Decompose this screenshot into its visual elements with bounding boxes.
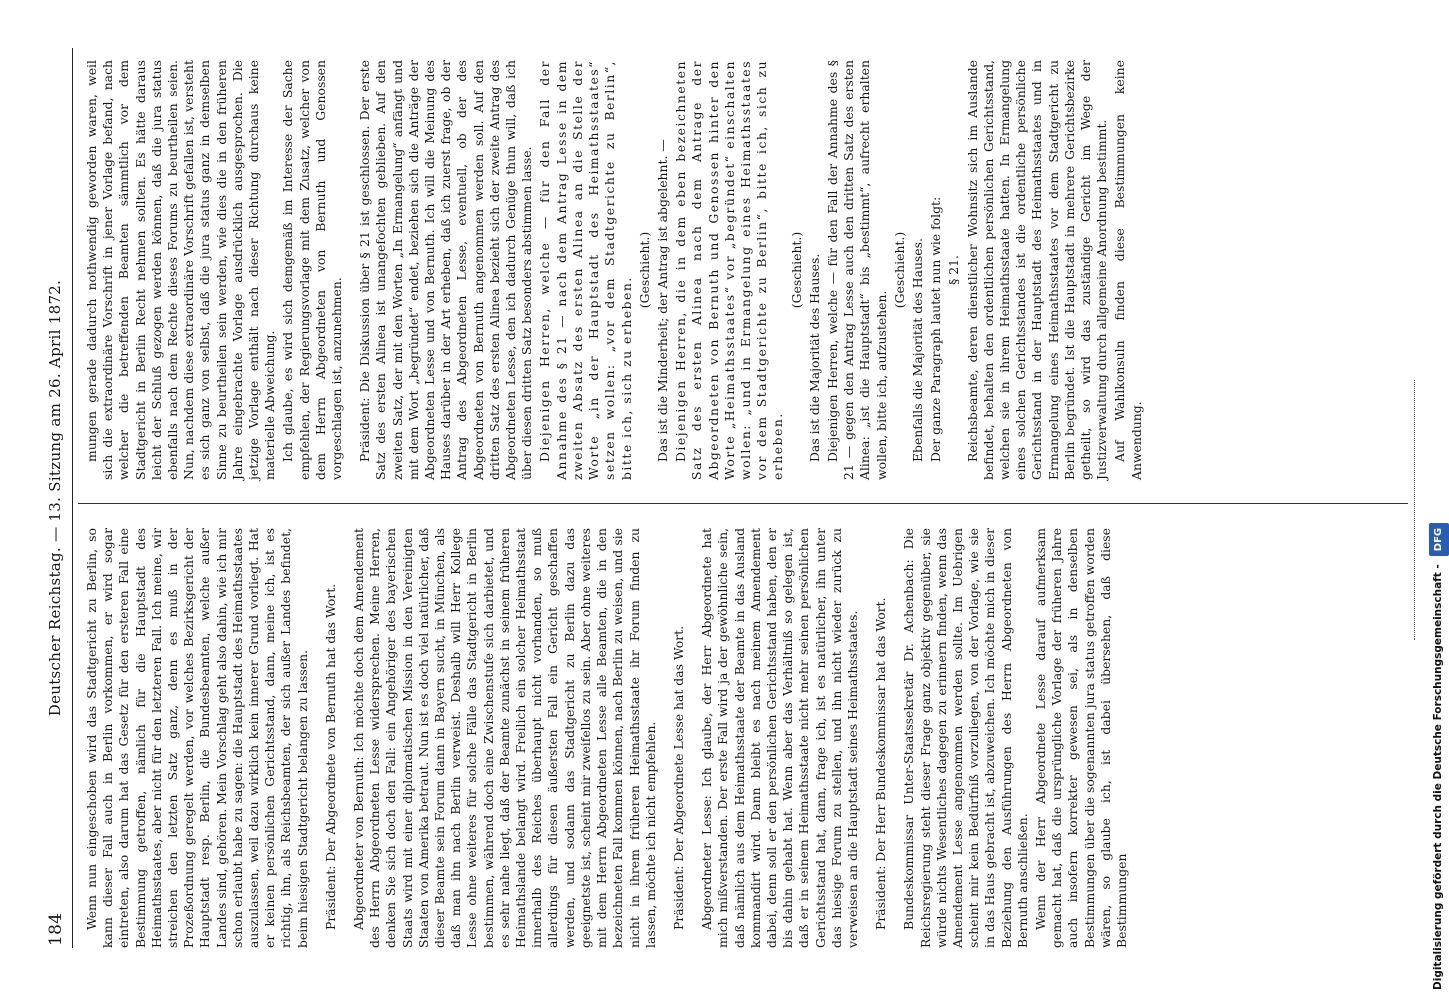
stage-direction: (Geschieht.) xyxy=(636,231,652,309)
paragraph: Ebenfalls die Majorität des Hauses. xyxy=(909,238,925,462)
stage-direction: (Geschieht.) xyxy=(788,231,804,309)
page-title: Deutscher Reichstag. — 13. Sitzung am 26. April 1872. xyxy=(46,279,64,717)
column-divider xyxy=(78,503,1408,504)
paragraph: Bundeskommissar Unter-Staatssekretär Dr. Achenbach: Die Reichsregierung steht dieser Frage ganz objektiv gegenüber, sie würde nichts Wesentliches dagegen zu erinnern finden, wenn das Amendement Lesse angenommen werden sollte. Im Uebrigen scheint mir kein Bedürfniß vorzuliegen, von der Vorlage, wie sie in das Haus gebracht ist, abzuweichen. Ich möchte mich in dieser Beziehung den Ausführungen des Herrn Abgeordneten von Bernuth anschließen. xyxy=(901,528,1030,948)
paragraph: Diejenigen Herren, die in dem eben bezeichneten Satz des ersten Alinea nach dem Antrage der Abgeordneten von Bernuth und Genossen hinter den Worte „Heimathsstaates“ vor „begründet“ einschalten wollen: „und in Ermangelung eines Heimathsstaates vor dem Stadtgerichte zu Berlin“, bitte ich, sich zu erheben. xyxy=(673,60,786,480)
paragraph: Wenn der Herr Abgeordnete Lesse darauf aufmerksam gemacht hat, daß die ursprüngliche Vorlage der früheren Jahre auch insofern korrekter gewesen sei, als in denselben Bestimmungen über die sogenannten jura status getroffen worden wären, so glaube ich, ist dabei übersehen, daß diese Bestimmungen xyxy=(1032,528,1129,948)
paragraph: Das ist die Minderheit; der Antrag ist abgelehnt. — xyxy=(654,139,670,462)
paragraph: Abgeordneter Lesse: Ich glaube, der Herr Abgeordnete hat mich mißverstanden. Der erste Fall wird ja der gewöhnliche sein, daß nämlich aus dem Heimathsstaate der Beamte in das Ausland kommandirt wird. Dann bleibt es nach meinem Amendement dabei, denn soll er den persönlichen Gerichtsstand haben, den er bis dahin gehabt hat. Wenn aber das Verhältniß so gelegen ist, daß er in seinem Heimathsstaate nicht mehr seinen persönlichen Gerichtsstand hat, dann, frage ich, ist es natürlicher, ihn unter das hiesige Forum zu stellen, und ihn nicht wieder zurück zu verweisen an die Hauptstadt seines Heimathsstaates. xyxy=(699,528,860,948)
paragraph: Präsident: Der Herr Bundeskommissar hat das Wort. xyxy=(873,597,889,930)
paragraph: Ich glaube, es wird sich demgemäß im Interesse der Sache empfehlen, der Regierungsvorlage mit dem Zusatz, welcher von dem Herrn Abgeordneten von Bernuth und Genossen vorgeschlagen ist, anzunehmen. xyxy=(280,60,345,480)
paragraph: Wenn nun eingeschoben wird das Stadtgericht zu Berlin, so kann dieser Fall auch in Berlin vorkommen, er wird sogar eintreten, also darum hat das Gesetz für den ersteren Fall eine Bestimmung getroffen, nämlich für die Hauptstadt des Heimathsstaates, aber nicht für den letzteren Fall. Ich meine, wir streichen den letzten Satz ganz, denn es muß in der Prozeßordnung geregelt werden, vor welches Bezirksgericht der Hauptstadt resp. Berlin, die Bundesbeamten, welche außer Landes sind, gehören. Mein Vorschlag geht also dahin, wie ich mir schon erlaubt habe zu sagen: die Hauptstadt des Heimathsstaates auszulassen, weil dazu wirklich kein innerer Grund vorliegt. Hat er keinen persönlichen Gerichtsstand, dann, meine ich, ist es richtig, ihn, als Reichsbeamten, der sich außer Landes befindet, beim hiesigen Stadtgericht belangen zu lassen. xyxy=(84,528,310,948)
page-header xyxy=(40,48,73,948)
page-number: 184 xyxy=(46,912,66,946)
paragraph: Präsident: Die Diskussion über § 21 ist geschlossen. Der erste Satz des ersten Alinea ist unangefochten geblieben. Auf den zweiten Satz, der mit den Worten „In Ermangelung“ anfängt und mit dem Wort „begründet“ endet, beziehen sich die Anträge der Abgeordneten Lesse und von Bernuth. Ich will die Meinung des Hauses darüber in der Art erheben, daß ich zuerst frage, ob der Antrag des Abgeordneten Lesse, eventuell, ob der des Abgeordneten von Bernuth angenommen werden soll. Auf den dritten Satz des ersten Alinea bezieht sich der zweite Antrag des Abgeordneten Lesse, den ich dadurch Genüge thun will, daß ich über diesen dritten Satz besonders abstimmen lasse. xyxy=(357,60,535,480)
funding-note-text: Digitalisierung gefördert durch die Deutsche Forschungsgemeinschaft - xyxy=(1432,564,1444,990)
paragraph: Abgeordneter von Bernuth: Ich möchte doch dem Amendement des Herrn Abgeordneten Lesse widersprechen. Meine Herren, denken Sie sich doch den Fall: ein Angehöriger des bayerischen Staats wird mit einer diplomatischen Mission in den Vereinigten Staaten von Amerika betraut. Nun ist es doch viel natürlicher, daß dieser Beamte sein Forum dann in Bayern sucht, in München, als daß man ihn nach Berlin verweist. Deshalb will Herr Kollege Lesse ohne weiteres für solche Fälle das Stadtgericht in Berlin bestimmen, während doch eine Zwischenstufe sich darbietet, und es sehr nahe liegt, daß der Beamte zunächst in seinem früheren Heimathslande belangt wird. Freilich ein solcher Heimathsstaat innerhalb des Reiches überhaupt nicht vorhanden, so muß allerdings für diesen äußersten Fall ein Gericht geschaffen werden, und sodann das Stadtgericht zu Berlin dazu das geeignetste ist, scheint mir zweifellos zu sein. Aber ohne weiteres mit dem Herrn Abgeordneten Lesse alle Beamten, die in den bezeichneten Fall kommen können, nach Berlin zu weisen, und sie nicht in ihrem früheren Heimathsstaate ihr Forum finden zu lassen, möchte ich nicht empfehlen. xyxy=(351,528,658,948)
paragraph: Diejenigen Herren, welche — für den Fall der Annahme des § 21 — gegen den Antrag Lesse auch den dritten Satz des ersten Alinea: „ist die Hauptstadt“ bis „bestimmt“, aufrecht erhalten wollen, bitte ich, aufzustehen. xyxy=(824,60,889,480)
section-heading: § 21. xyxy=(946,255,962,285)
text-column-left xyxy=(84,528,1404,948)
paragraph: Präsident: Der Abgeordnete von Bernuth hat das Wort. xyxy=(322,583,338,930)
stage-direction: (Geschieht.) xyxy=(891,231,907,309)
dfg-logo: DFG xyxy=(1429,523,1449,556)
funding-note xyxy=(1428,10,1449,990)
paragraph: Reichsbeamte, deren dienstlicher Wohnsitz sich im Auslande befindet, behalten den ordentlichen persönlichen Gerichtsstand, welchen sie in ihrem Heimathsstaate hatten. In Ermangelung eines solchen Gerichtsstandes ist die ordentliche persönliche Gerichtsstand in der Hauptstadt des Heimathsstaates und in Ermangelung eines Heimathsstaates vor dem Stadtgericht zu Berlin begründet. Ist die Hauptstadt in mehrere Gerichtsbezirke getheilt, so wird das zuständige Gericht im Wege der Justizverwaltung durch allgemeine Anordnung bestimmt. xyxy=(964,60,1110,480)
paragraph: Auf Wahlkonsuln finden diese Bestimmungen keine Anwendung. xyxy=(1112,60,1144,480)
digitization-sidebar xyxy=(1404,0,1444,1000)
paragraph: Das ist die Majorität des Hauses. xyxy=(806,253,822,462)
paragraph: mungen gerade dadurch nothwendig geworden waren, weil sich die extraordinäre Vorschrift in jener Vorlage befand, nach welcher die betreffenden Beamten sämmtlich vor dem Stadtgericht in Berlin Recht nehmen sollten. Es hätte daraus leicht der Schluß gezogen werden können, daß die jura status ebenfalls nach dem Rechte dieses Forums zu beurtheilen seien. Nun, nachdem diese extraordinäre Vorschrift gefallen ist, versteht es sich ganz von selbst, daß die jura status ganz in demselben Sinne zu beurtheilen sein werden, wie dies die in den früheren Jahre eingebrachte Vorlage ausdrücklich ausgesprochen. Die jetzige Vorlage enthält nach dieser Richtung durchaus keine materielle Abweichung. xyxy=(84,60,278,480)
text-column-right xyxy=(84,60,1404,480)
paragraph: Präsident: Der Abgeordnete Lesse hat das Wort. xyxy=(670,625,686,930)
paragraph: Diejenigen Herren, welche — für den Fall der Annahme des § 21 — nach dem Antrag Lesse in dem zweiten Absatz des ersten Alinea an die Stelle der Worte „in der Hauptstadt des Heimathsstaates“ setzen wollen: „vor dem Stadtgerichte zu Berlin“, bitte ich, sich zu erheben. xyxy=(537,60,634,480)
paragraph: Der ganze Paragraph lautet nun wie folgt: xyxy=(928,196,944,462)
